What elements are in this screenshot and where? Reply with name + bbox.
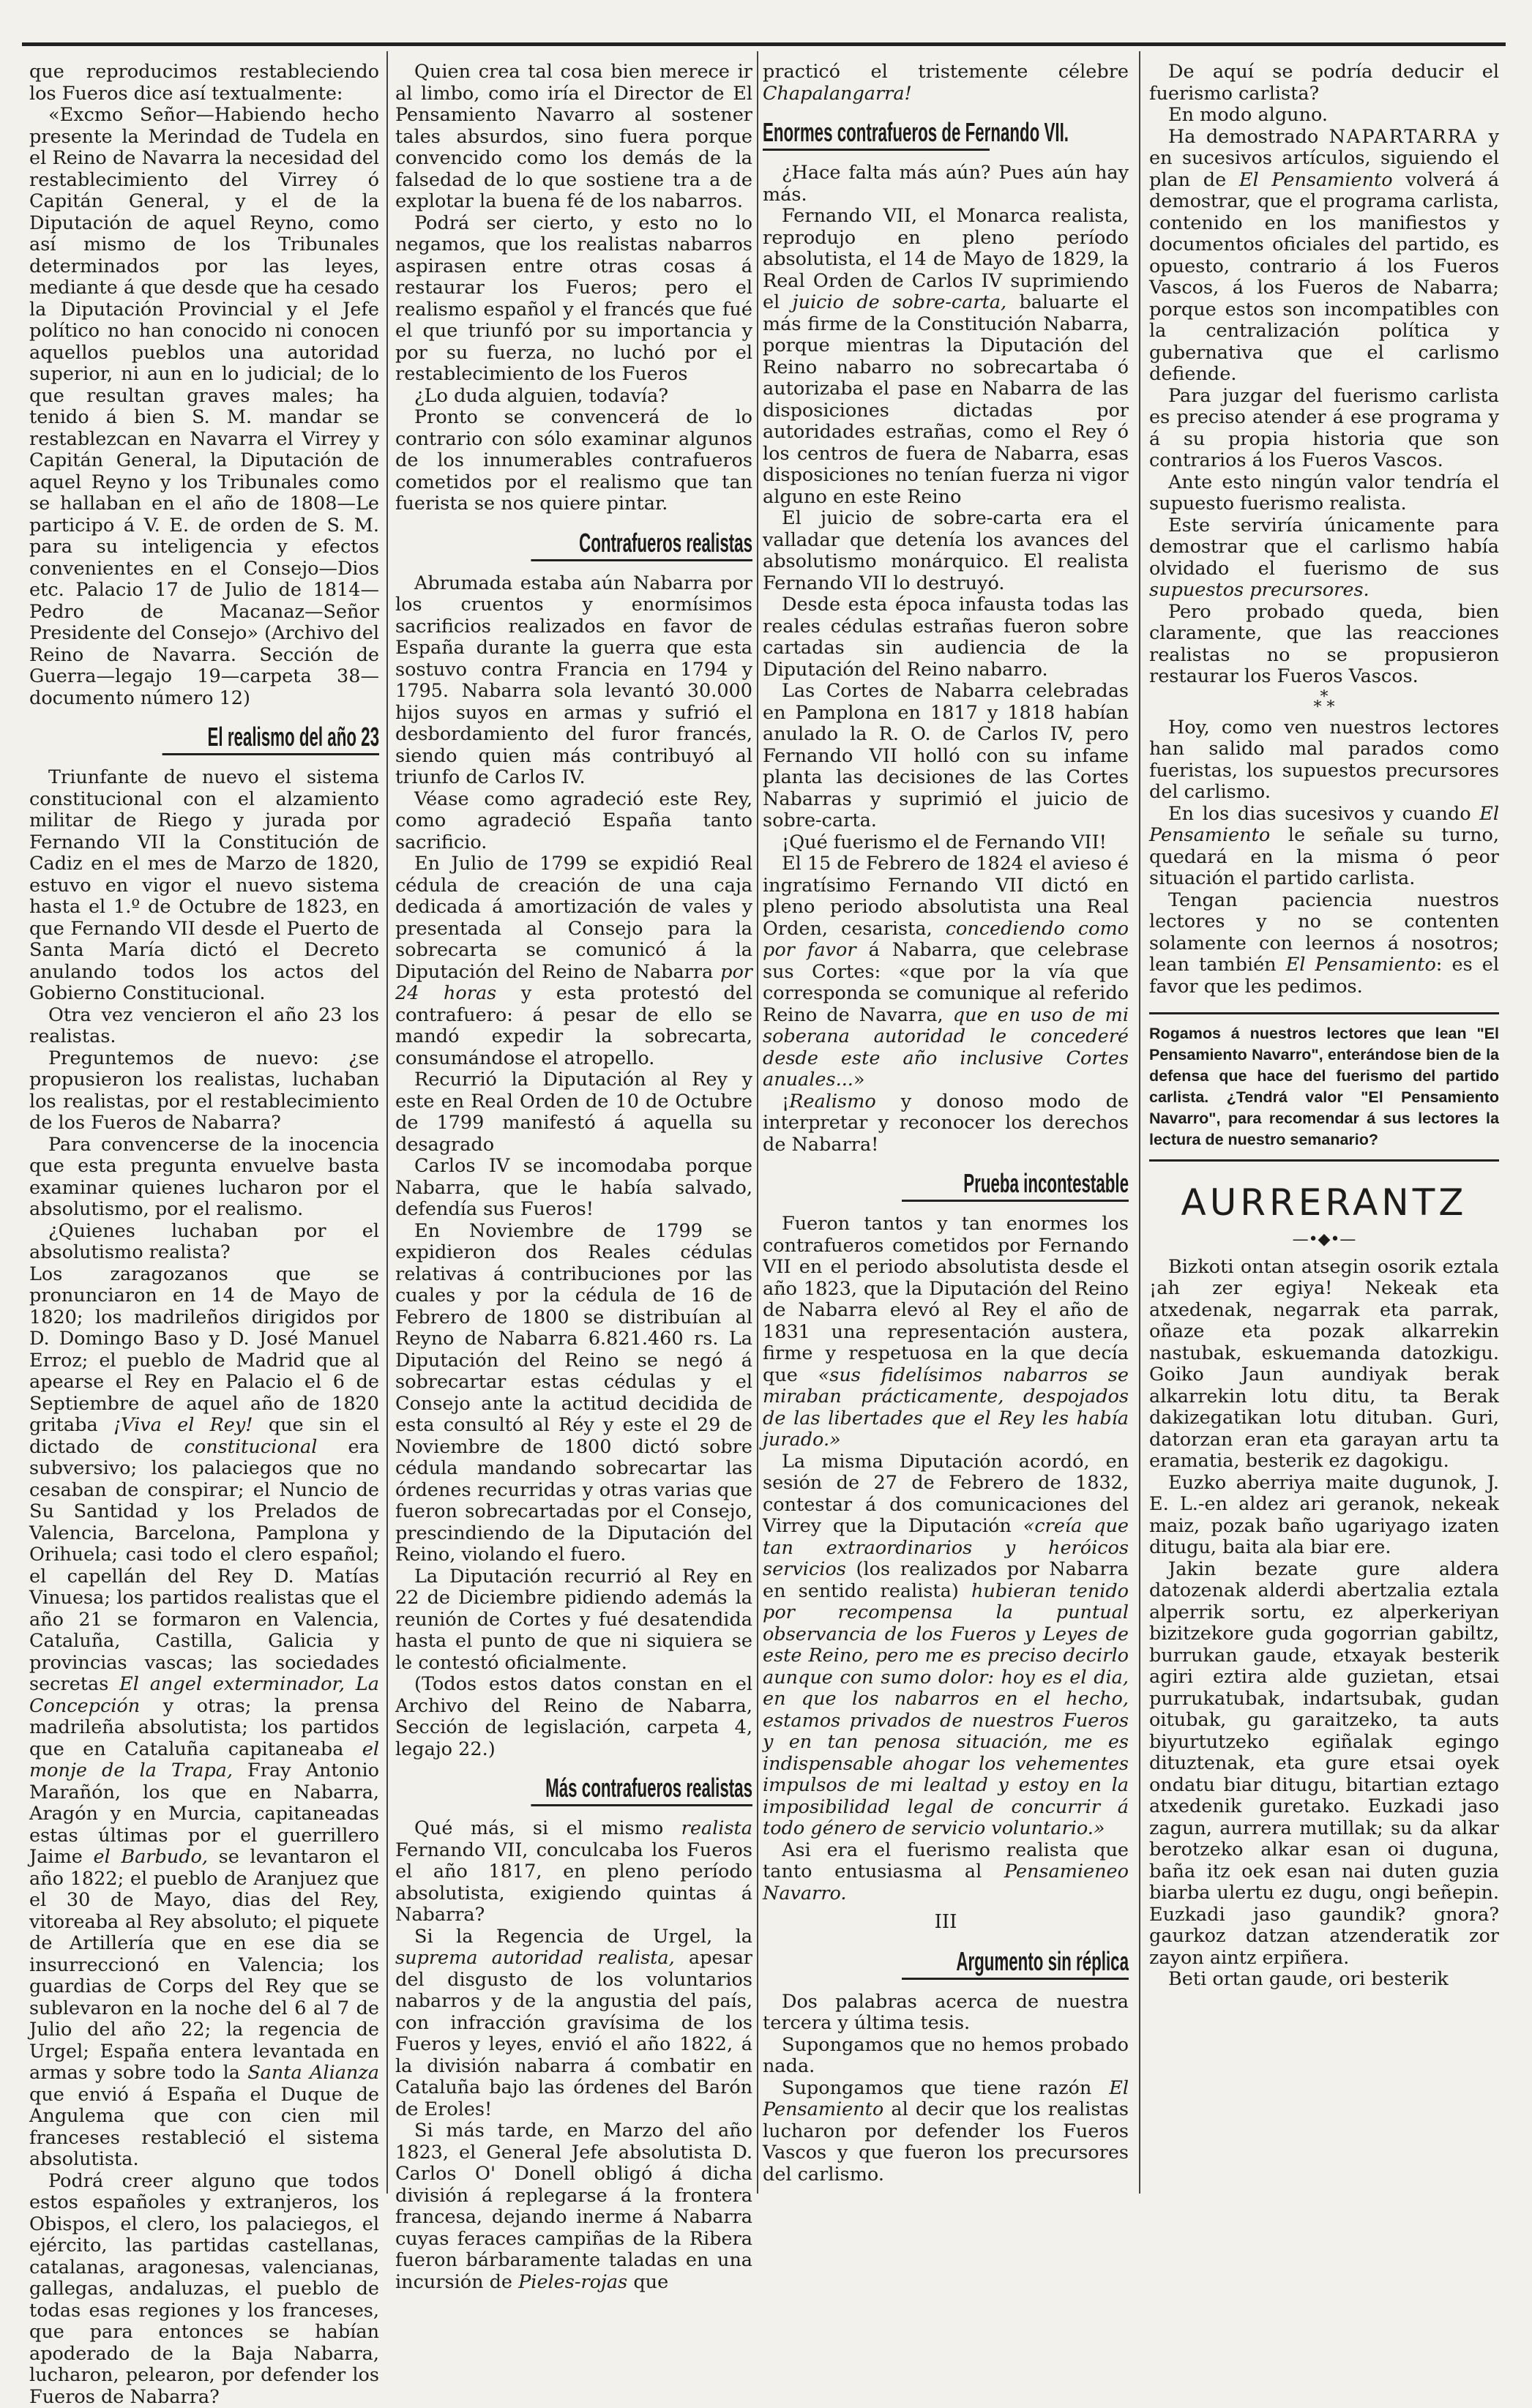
paragraph: Recurrió la Diputación al Rey y este en Real Orden de 10 de Octubre de 1799 manifestó á aquella su desagrado — [395, 1069, 752, 1156]
paragraph: (Todos estos datos constan en el Archivo del Reino de Nabarra, Sección de legislación, carpeta 4, legajo 22.) — [395, 1674, 752, 1760]
section-heading-prueba: Prueba incontestable — [902, 1169, 1129, 1202]
paragraph: Euzko aberriya maite dugunok, J. E. L.-en aldez ari geranok, nekeak maiz, pozak baño ugariyago izaten ditugu, baita ala biar ere. — [1149, 1473, 1499, 1559]
paragraph: que reproducimos restableciendo los Fueros dice así textualmente: — [29, 61, 379, 105]
paragraph: Para convencerse de la inocencia que esta pregunta envuelve basta examinar quienes lucharon por el absolutismo, por el realismo. — [29, 1134, 379, 1221]
paragraph: Jakin bezate gure aldera datozenak alderdi abertzalia eztala alperrik sortu, ez alperkeriyan bizitzekore guda gogorrian gabiltz, burrukan gaude, etxayak besterik agiri eztira alde guzietan, etsai purrukatubak, indartsubak, gudan oitubak, gu garaitzeko, ta auts biyurtutzeko egiñalak egingo dituztenak, eta gure etsai oyek ondatu biar ditugu, bitartian eztago atxedenik guretako. Euzkadi jaso zagun, aurrera mutillak; su da alkar berotzeko alkar esan oi duguna, baña itz oek esan nai duten guzia biarba ulertu ez dugu, ongi beñepin. Euzkadi jaso gaundik? gnora? gaurkoz datzan atzenderatik zor zayon aintz erpiñera. — [1149, 1559, 1499, 1970]
paragraph: En Noviembre de 1799 se expidieron dos Reales cédulas relativas á contribuciones por las cuales y por la cédula de 16 de Febrero de 1800 se distribuían al Reyno de Nabarra 6.821.460 rs. La Diputación del Reino se negó á sobrecartar estas cédulas y el Consejo ante la actitud decidida de esta consultó al Réy y este el 29 de Noviembre de 1800 dictó sobre cédula mandando sobrecartar las órdenes recurridas y otras varias que fueron sobrecartadas por el Consejo, prescindiendo de la Diputación del Reino, violando el fuero. — [395, 1221, 752, 1566]
paragraph: ¿Quienes luchaban por el absolutismo realista? — [29, 1221, 379, 1264]
paragraph: Ha demostrado NAPARTARRA y en sucesivos artículos, siguiendo el plan de El Pensamiento volverá á demostrar, que el programa carlista, contenido en los manifiestos y documentos oficiales del partido, es opuesto, contrario á los Fueros Vascos, á los Fueros de Nabarra; porque estos son incompatibles con la centralización política y gubernativa que el carlismo defiende. — [1149, 127, 1499, 386]
quoted-document: «Excmo Señor—Habiendo hecho presente la Merindad de Tudela en el Reino de Navarra la necesidad del restablecimiento del Virrey ó Capitán General, y el de la Diputación de aquel Reyno, como así mismo de los Tribunales determinados por las leyes, mediante á que desde que ha cesado la Diputación Provincial y el Jefe político no han conocido ni conocen aquellos pueblos una autoridad superior, ni aun en lo judicial; de lo que resultan graves males; ha tenido á bien S. M. mandar se restablezcan en Navarra el Virrey y Capitán General, la Diputación de aquel Reyno y los Tribunales como se hallaban en el año de 1808—Le participo á V. E. de orden de S. M. para su inteligencia y efectos convenientes en el Consejo—Dios etc. Palacio 17 de Julio de 1814—Pedro de Macanaz—Señor Presidente del Consejo» (Archivo del Reino de Navarra. Sección de Guerra—legajo 19—carpeta 38—documento número 12) — [29, 105, 379, 709]
paragraph: ¿Lo duda alguien, todavía? — [395, 386, 752, 408]
paragraph: La misma Diputación acordó, en sesión de 27 de Febrero de 1832, contestar á dos comunicaciones del Virrey que la Diputación «creía que tan extraordinarios y heróicos servicios (los realizados por Nabarra en sentido realista) hubieran tenido por recompensa la puntual observancia de los Fueros y Leyes de este Reino, pero me es preciso decirlo aunque con sumo dolor: hoy es el dia, en que los nabarros en el hecho, estamos privados de nuestros Fueros y en tan penosa situación, me es indispensable ahogar los vehementes impulsos de mi lealtad y estoy en la imposibilidad legal de concurrir á todo género de servicio voluntario.» — [763, 1451, 1129, 1840]
section-heading-fernando-vii: Enormes contrafueros de Fernando VII. — [763, 118, 990, 151]
paragraph: Dos palabras acerca de nuestra tercera y última tesis. — [763, 1992, 1129, 2035]
paragraph: Para juzgar del fuerismo carlista es preciso atender á ese programa y á su propia historia que son contrarios á los Fueros Vascos. — [1149, 386, 1499, 472]
paragraph: Las Cortes de Nabarra celebradas en Pamplona en 1817 y 1818 habían anulado la R. O. de Carlos IV, pero Fernando VII holló con su infame planta las decisiones de las Cortes Nabarras y suprimió el juicio de sobre-carta. — [763, 681, 1129, 832]
paragraph: Quien crea tal cosa bien merece ir al limbo, como iría el Director de El Pensamiento Navarro al sostener tales absurdos, sino fuera porque convencido como los demás de la falsedad de lo que sostiene tra a de explotar la buena fé de los nabarros. — [395, 61, 752, 213]
paragraph: ¡Qué fuerismo el de Fernando VII! — [763, 832, 1129, 854]
aurrerantz-title: AURRERANTZ — [1149, 1181, 1499, 1224]
paragraph: ¡Realismo y donoso modo de interpretar y reconocer los derechos de Nabarra! — [763, 1091, 1129, 1156]
column-3 — [763, 61, 1129, 2206]
column-rule-1 — [386, 51, 388, 2194]
paragraph: practicó el tristemente célebre Chapalangarra! — [763, 61, 1129, 105]
paragraph: Hoy, como ven nuestros lectores han salido mal parados como fueristas, los supuestos precursores del carlismo. — [1149, 717, 1499, 804]
section-number: III — [763, 1912, 1129, 1934]
top-rule — [22, 42, 1506, 46]
paragraph: Podrá creer alguno que todos estos españoles y extranjeros, los Obispos, el clero, los palaciegos, el ejército, las partidas castellanas, catalanas, aragonesas, valencianas, gallegas, andaluzas, el pueblo de todas esas regiones y los franceses, que para entonces se habían apoderado de la Baja Nabarra, lucharon, pelearon, por defender los Fueros de Nabarra? — [29, 2171, 379, 2408]
paragraph: Si más tarde, en Marzo del año 1823, el General Jefe absolutista D. Carlos O' Donell obligó á dicha división á replegarse á la frontera francesa, dejando inerme á Nabarra cuyas feraces campiñas de la Ribera fueron bárbaramente taladas en una incursión de Pieles-rojas que — [395, 2120, 752, 2293]
ornament: —•◆•— — [1149, 1229, 1499, 1251]
paragraph: Qué más, si el mismo realista Fernando VII, conculcaba los Fueros el año 1817, en pleno período absolutista, exigiendo quintas á Nabarra? — [395, 1818, 752, 1926]
paragraph: Podrá ser cierto, y esto no lo negamos, que los realistas nabarros aspirasen entre otras cosas á restaurar los Fueros; pero el realismo español y el francés que fué el que triunfó por su importancia y por su fuerza, no luchó por el restablecimiento de los Fueros — [395, 213, 752, 386]
paragraph: Fueron tantos y tan enormes los contrafueros cometidos por Fernando VII en el periodo absolutista desde el año 1823, que la Diputación del Reino de Nabarra elevó al Rey el año de 1831 una representación austera, firme y respetuosa en la que decía que «sus fidelísimos nabarros se miraban prácticamente, despojados de las libertades que el Rey les había jurado.» — [763, 1214, 1129, 1451]
paragraph: Supongamos que tiene razón El Pensamiento al decir que los realistas lucharon por defender los Fueros Vascos y que fueron los precursores del carlismo. — [763, 2078, 1129, 2186]
paragraph: El juicio de sobre-carta era el valladar que detenía los avances del absolutismo monárquico. El realista Fernando VII lo destruyó. — [763, 508, 1129, 594]
paragraph: En modo alguno. — [1149, 105, 1499, 127]
asterism: * * * — [1149, 692, 1499, 713]
paragraph: Pero probado queda, bien claramente, que las reacciones realistas no se propusieron restaurar los Fueros Vascos. — [1149, 602, 1499, 688]
paragraph: Los zaragozanos que se pronunciaron en 14 de Mayo de 1820; los madrileños dirigidos por D. Domingo Baso y D. José Manuel Erroz; el pueblo de Madrid que al apearse el Rey en Palacio el 6 de Septiembre de aquel año de 1820 gritaba ¡Viva el Rey! que sin el dictado de constitucional era subversivo; los palaciegos que no cesaban de conspirar; el Nuncio de Su Santidad y los Prelados de Valencia, Barcelona, Pamplona y Orihuela; casi todo el clero español; el capellán del Rey D. Matías Vinuesa; los partidos realistas que el año 21 se formaron en Valencia, Cataluña, Castilla, Galicia y provincias vascas; las sociedades secretas El angel exterminador, La Concepción y otras; la prensa madrileña absolutista; los partidos que en Cataluña capitaneaba el monje de la Trapa, Fray Antonio Marañón, los que en Nabarra, Aragón y en Murcia, capitaneadas estas últimas por el guerrillero Jaime el Barbudo, se levantaron el año 1822; el pueblo de Aranjuez que el 30 de Mayo, dias del Rey, vitoreaba al Rey absoluto; el piquete de Artillería que en ese dia se insurreccionó en Valencia; los guardias de Corps del Rey que se sublevaron en la noche del 6 al 7 de Julio del año 22; la regencia de Urgel; España entera levantada en armas y sobre todo la Santa Alianza que envió á España el Duque de Angulema que con cien mil franceses restableció el sistema absolutista. — [29, 1264, 379, 2171]
paragraph: El 15 de Febrero de 1824 el avieso é ingratísimo Fernando VII dictó en pleno periodo absolutista una Real Orden, cesarista, concediendo como por favor á Nabarra, que celebrase sus Cortes: «que por la vía que corresponda se comunique al referido Reino de Navarra, que en uso de mi soberana autoridad le concederé desde este año inclusive Cortes anuales...» — [763, 853, 1129, 1091]
paragraph: Beti ortan gaude, ori besterik — [1149, 1969, 1499, 1991]
paragraph: ¿Hace falta más aún? Pues aún hay más. — [763, 162, 1129, 206]
section-heading-mas-contrafueros: Más contrafueros realistas — [531, 1773, 752, 1806]
section-heading-contrafueros-realistas: Contrafueros realistas — [531, 528, 752, 561]
column-4 — [1149, 61, 1499, 2206]
paragraph: Véase como agradeció este Rey, como agradeció España tanto sacrificio. — [395, 789, 752, 854]
paragraph: Pronto se convencerá de lo contrario con sólo examinar algunos de los innumerables contrafueros cometidos por el realismo que tan fuerista se nos quiere pintar. — [395, 407, 752, 515]
paragraph: Preguntemos de nuevo: ¿se propusieron los realistas, luchaban los realistas, por el restablecimiento de los Fueros de Nabarra? — [29, 1048, 379, 1134]
paragraph: Supongamos que no hemos probado nada. — [763, 2035, 1129, 2078]
paragraph: Triunfante de nuevo el sistema constitucional con el alzamiento militar de Riego y jurada por Fernando VII la Constitución de Cadiz en el mes de Marzo de 1820, estuvo en vigor el nuevo sistema hasta el 1.º de Octubre de 1823, en que Fernando VII desde el Puerto de Santa María dictó el Decreto anulando todos los actos del Gobierno Constitucional. — [29, 767, 379, 1005]
paragraph: Si la Regencia de Urgel, la suprema autoridad realista, apesar del disgusto de los voluntarios nabarros y de la angustia del país, con infracción gravísima de los Fueros y leyes, envió el año 1822, á la división nabarra á combatir en Cataluña bajo las órdenes del Barón de Eroles! — [395, 1926, 752, 2121]
paragraph: Asi era el fuerismo realista que tanto entusiasma al Pensamieneo Navarro. — [763, 1840, 1129, 1905]
paragraph: Fernando VII, el Monarca realista, reprodujo en pleno período absolutista, el 14 de Mayo de 1829, la Real Orden de Carlos IV suprimiendo el juicio de sobre-carta, baluarte el más firme de la Constitución Nabarra, porque mientras la Diputación del Reino nabarro no sobrecartaba ó autorizaba el pase en Nabarra de las disposiciones dictadas por autoridades estrañas, como el Rey ó los centros de fuera de Nabarra, esas disposiciones no tenían fuerza ni vigor alguno en este Reino — [763, 206, 1129, 508]
paragraph: Tengan paciencia nuestros lectores y no se contenten solamente con leernos á nosotros; lean también El Pensamiento: es el favor que les pedimos. — [1149, 890, 1499, 998]
paragraph: De aquí se podría deducir el fuerismo carlista? — [1149, 61, 1499, 105]
column-2 — [395, 61, 752, 2206]
paragraph: En los dias sucesivos y cuando El Pensamiento le señale su turno, quedará en la misma ó peor situación el partido carlista. — [1149, 804, 1499, 890]
column-rule-3 — [1139, 51, 1140, 2194]
paragraph: Este serviría únicamente para demostrar que el carlismo había olvidado el fuerismo de sus supuestos precursores. — [1149, 515, 1499, 602]
paragraph: La Diputación recurrió al Rey en 22 de Diciembre pidiendo además la reunión de Cortes y fué desatendida hasta el punto de que ni siquiera se le contestó oficialmente. — [395, 1566, 752, 1675]
readers-notice: Rogamos á nuestros lectores que lean "El Pensamiento Navarro", enterándose bien de la defensa que hace del fuerismo del partido carlista. ¿Tendrá valor "El Pensamiento Navarro", para recomendar á sus lectores la lectura de nuestro semanario? — [1149, 1012, 1499, 1162]
section-heading-argumento: Argumento sin réplica — [902, 1947, 1129, 1980]
paragraph: Otra vez vencieron el año 23 los realistas. — [29, 1005, 379, 1048]
column-rule-2 — [757, 51, 758, 2194]
paragraph: En Julio de 1799 se expidió Real cédula de creación de una caja dedicada á amortización de vales y presentada al Consejo para la sobrecarta se comunicó á la Diputación del Reino de Nabarra por 24 horas y esta protestó del contrafuero: á pesar de ello se mandó expedir la sobrecarta, consumándose el atropello. — [395, 853, 752, 1069]
paragraph: Ante esto ningún valor tendría el supuesto fuerismo realista. — [1149, 472, 1499, 515]
paragraph: Carlos IV se incomodaba porque Nabarra, que le había salvado, defendía sus Fueros! — [395, 1156, 752, 1221]
paragraph: Abrumada estaba aún Nabarra por los cruentos y enormísimos sacrificios realizados en favor de España durante la guerra que esta sostuvo contra Francia en 1794 y 1795. Nabarra sola levantó 30.000 hijos suyos en armas y sufrió el desbordamiento del furor francés, siendo quien más contribuyó al triunfo de Carlos IV. — [395, 573, 752, 789]
column-1 — [29, 61, 379, 2206]
paragraph: Desde esta época infausta todas las reales cédulas estrañas fueron sobre cartadas sin audiencia de la Diputación del Reino nabarro. — [763, 594, 1129, 681]
paragraph: Bizkoti ontan atsegin osorik eztala ¡ah zer egiya! Nekeak eta atxedenak, negarrak eta parrak, oñaze eta pozak alkarrekin nastubak, eskuemanda datozkigu. Goiko Jaun aundiyak berak alkarrekin lotu ditu, ta Berak dakizegatikan lotu dituban. Guri, datorzan eran eta garayan artu ta eramatia, besterik ez dagokigu. — [1149, 1257, 1499, 1473]
section-heading-realismo-23: El realismo del año 23 — [162, 722, 379, 755]
